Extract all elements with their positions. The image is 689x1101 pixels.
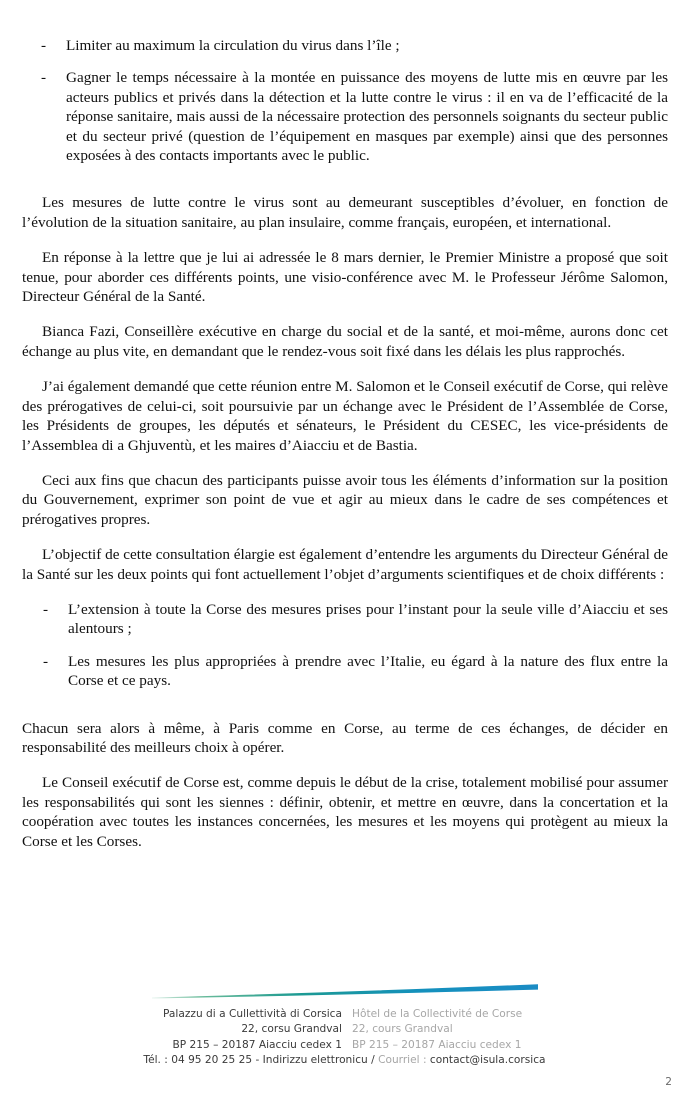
dash-bullet-icon: - xyxy=(43,652,49,670)
footer-column-french xyxy=(352,1007,689,1053)
paragraph-elements-information: Ceci aux fins que chacun des participants puisse avoir tous les éléments d’information sur la position du Gouvernement, exprimer son point de vue et agir au mieux dans le cadre de ses compétences et prérogatives propres. xyxy=(22,471,668,528)
list-item xyxy=(22,652,668,691)
paragraph-chacun-sera: Chacun sera alors à même, à Paris comme en Corse, au terme de ces échanges, de décider en responsabilité des meilleurs choix à opérer. xyxy=(22,719,668,756)
paragraph-conseil-executif: Le Conseil exécutif de Corse est, comme depuis le début de la crise, totalement mobilisé pour assumer les responsabilités qui sont les siennes : définir, obtenir, et mettre en œuvre, dans la concertation et la coopération avec toutes les instances concernées, les mesures et les moyens qui protègent au mieux la Corse et les Corses. xyxy=(22,774,668,850)
footer-line: 22, corsu Grandval xyxy=(241,1023,342,1036)
bullet-list-points xyxy=(22,600,668,691)
paragraph-reunion-salomon: J’ai également demandé que cette réunion entre M. Salomon et le Conseil exécutif de Corse, qui relève des prérogatives de celui-ci, soit poursuivie par un échange avec le Président de l’Assemblée de Corse, les Présidents de groupes, les députés et sénateurs, le Président du CESEC, les vice-présidents de l’Assemblea di a Ghjuventù, et les maires d’Aiacciu et de Bastia. xyxy=(22,378,668,454)
list-item-text: Limiter au maximum la circulation du virus dans l’île ; xyxy=(66,37,400,54)
paragraph-bianca-fazi: Bianca Fazi, Conseillère exécutive en charge du social et de la santé, et moi-même, aurons donc cet échange au plus vite, en demandant que le rendez-vous soit fixé dans les délais les plus rapprochés. xyxy=(22,323,668,360)
footer-column-corsican xyxy=(0,1007,342,1053)
footer-contact-line xyxy=(0,1053,689,1068)
paragraph-mesures-evoluer: Les mesures de lutte contre le virus sont au demeurant susceptibles d’évoluer, en fonction de l’évolution de la situation sanitaire, au plan insulaire, comme français, européen, et international. xyxy=(22,194,668,231)
page-number: 2 xyxy=(665,1076,672,1088)
footer-line: BP 215 – 20187 Aiacciu cedex 1 xyxy=(352,1038,522,1051)
bullet-list-objectives xyxy=(22,36,668,165)
footer-courriel-label: Courriel : xyxy=(378,1054,430,1066)
list-item xyxy=(22,36,668,55)
list-item xyxy=(22,600,668,639)
list-item-text: L’extension à toute la Corse des mesures prises pour l’instant pour la seule ville d’Aiacciu et ses alentours ; xyxy=(68,600,668,638)
list-item-text: Gagner le temps nécessaire à la montée en puissance des moyens de lutte mis en œuvre par les acteurs publics et privés dans la détection et la lutte contre le virus : il en va de l’efficacité de la réponse sanitaire, mais aussi de la nécessaire protection des personnels soignants du secteur public et du secteur privé (question de l’équipement en masques par exemple) ainsi que des personnes exposées à des contacts importants avec le public. xyxy=(66,69,668,165)
document-body xyxy=(22,36,668,851)
dash-bullet-icon: - xyxy=(43,600,49,618)
swoosh-decoration-icon xyxy=(150,981,540,999)
paragraph-objectif-consultation: L’objectif de cette consultation élargie est également d’entendre les arguments du Directeur Général de la Santé sur les deux points qui font actuellement l’objet d’arguments scientifiques et de choix différents : xyxy=(22,546,668,583)
footer-email: contact@isula.corsica xyxy=(429,1054,546,1066)
page-footer xyxy=(0,981,689,1101)
spacer xyxy=(22,707,668,719)
footer-line: BP 215 – 20187 Aiacciu cedex 1 xyxy=(172,1038,342,1051)
footer-line: 22, cours Grandval xyxy=(352,1023,453,1036)
dash-bullet-icon: - xyxy=(41,37,47,54)
list-item xyxy=(22,68,668,165)
list-item-text: Les mesures les plus appropriées à prendre avec l’Italie, eu égard à la nature des flux entre la Corse et ce pays. xyxy=(68,652,668,690)
paragraph-reponse-lettre: En réponse à la lettre que je lui ai adressée le 8 mars dernier, le Premier Ministre a proposé que soit tenue, pour aborder ces différents points, une visio-conférence avec M. le Professeur Jérôme Salomon, Directeur Général de la Santé. xyxy=(22,249,668,306)
footer-phone-text: Tél. : 04 95 20 25 25 - Indirizzu elettronicu / xyxy=(143,1054,379,1066)
dash-bullet-icon: - xyxy=(41,69,47,87)
footer-line: Hôtel de la Collectivité de Corse xyxy=(352,1008,523,1020)
footer-line: Palazzu di a Cullettività di Corsica xyxy=(163,1008,342,1020)
spacer xyxy=(22,181,668,193)
